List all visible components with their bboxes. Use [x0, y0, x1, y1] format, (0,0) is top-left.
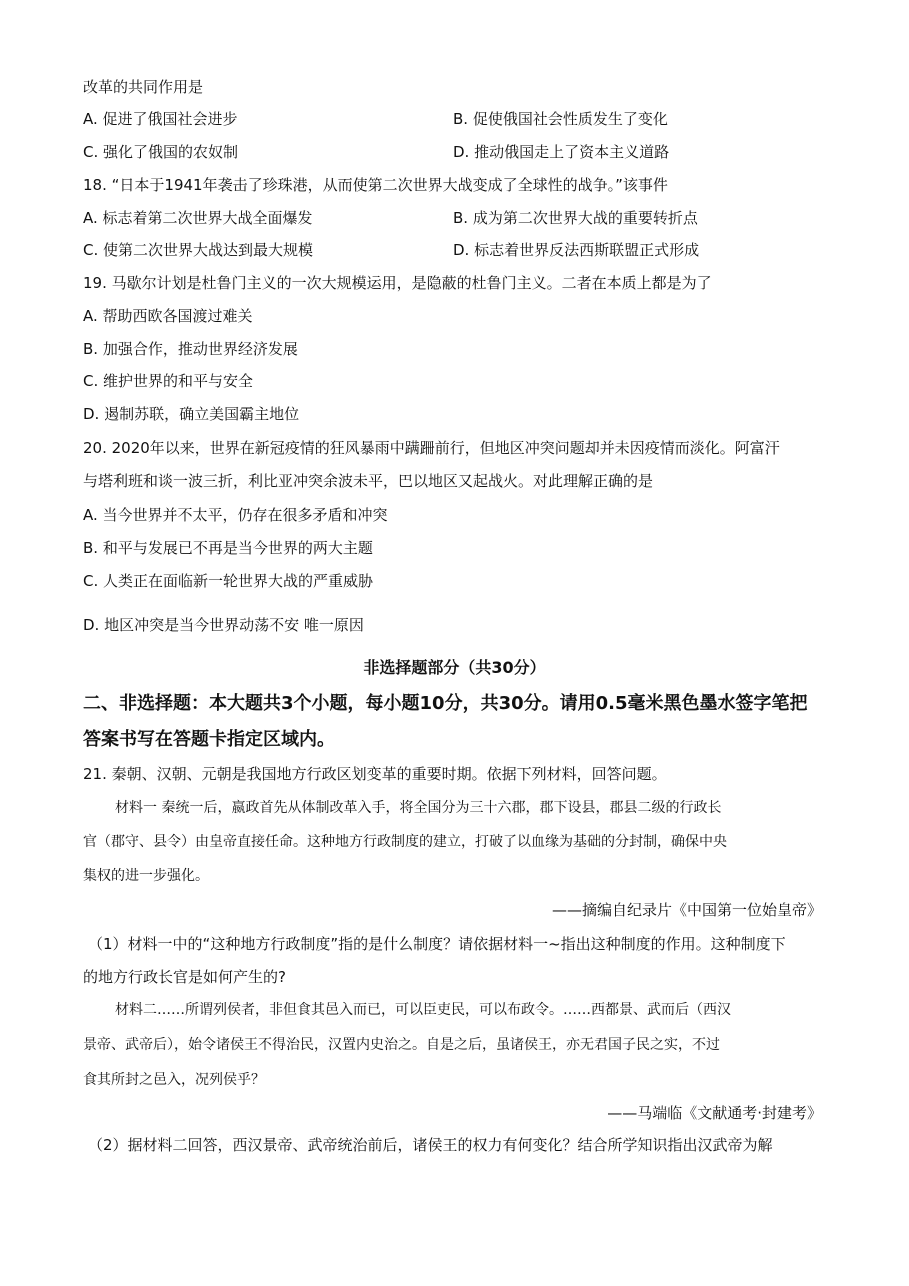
q17-option-b: B. 促使俄国社会性质发生了变化	[453, 110, 668, 128]
q21-source2: ——马端临《文献通考·封建考》	[607, 1104, 822, 1122]
q18-option-c: C. 使第二次世界大战达到最大规模	[83, 241, 314, 259]
q21-material2-line1: 材料二……所谓列侯者，非但食其邑入而已，可以臣吏民，可以布政令。……西都景、武而后（西汉	[115, 1002, 731, 1018]
q20-stem-line2: 与塔利班和谈一波三折，利比亚冲突余波未平，巴以地区又起战火。对此理解正确的是	[83, 472, 654, 490]
q20-option-d: D. 地区冲突是当今世界动荡不安 唯一原因	[83, 616, 364, 634]
q19-option-d: D. 遏制苏联，确立美国霸主地位	[83, 405, 300, 423]
q17-option-a: A. 促进了俄国社会进步	[83, 110, 238, 128]
section-title: 非选择题部分（共30分）	[363, 658, 546, 677]
q18-option-d: D. 标志着世界反法西斯联盟正式形成	[453, 241, 700, 259]
q19-stem: 19. 马歇尔计划是杜鲁门主义的一次大规模运用，是隐蔽的杜鲁门主义。二者在本质上都是为了	[83, 274, 712, 292]
q21-material1-line2: 官（郡守、县令）由皇帝直接任命。这种地方行政制度的建立，打破了以血缘为基础的分封制，确保中央	[83, 834, 727, 850]
q20-option-c: C. 人类正在面临新一轮世界大战的严重威胁	[83, 572, 374, 590]
q17-option-c: C. 强化了俄国的农奴制	[83, 143, 239, 161]
q21-material2-line3: 食其所封之邑入，况列侯乎？	[83, 1072, 265, 1088]
q21-material2-line2: 景帝、武帝后），始令诸侯王不得治民，汉置内史治之。自是之后，虽诸侯王，亦无君国子民之实，不过	[83, 1037, 720, 1053]
q20-option-b: B. 和平与发展已不再是当今世界的两大主题	[83, 539, 373, 557]
q21-material1-line3: 集权的进一步强化。	[83, 868, 209, 884]
section-instruction-line2: 答案书写在答题卡指定区域内。	[83, 729, 335, 750]
q21-sub2: （2）据材料二回答，西汉景帝、武帝统治前后，诸侯王的权力有何变化？结合所学知识指出汉武帝为解	[88, 1136, 773, 1154]
section-instruction-line1: 二、非选择题：本大题共3个小题，每小题10分，共30分。请用0.5毫米黑色墨水签字笔把	[83, 693, 808, 714]
q20-stem-line1: 20. 2020年以来，世界在新冠疫情的狂风暴雨中蹒跚前行，但地区冲突问题却并未因疫情而淡化。阿富汗	[83, 439, 780, 457]
q19-option-b: B. 加强合作，推动世界经济发展	[83, 340, 298, 358]
q18-stem: 18. “日本于1941年袭击了珍珠港，从而使第二次世界大战变成了全球性的战争。”该事件	[83, 176, 668, 194]
q20-option-a: A. 当今世界并不太平，仍存在很多矛盾和冲突	[83, 506, 388, 524]
q21-material1-line1: 材料一 秦统一后，嬴政首先从体制改革入手，将全国分为三十六郡，郡下设县，郡县二级的行政长	[115, 800, 722, 816]
q21-source1: ——摘编自纪录片《中国第一位始皇帝》	[551, 901, 822, 919]
q21-stem: 21. 秦朝、汉朝、元朝是我国地方行政区划变革的重要时期。依据下列材料，回答问题。	[83, 765, 667, 783]
q18-option-a: A. 标志着第二次世界大战全面爆发	[83, 209, 313, 227]
q19-option-a: A. 帮助西欧各国渡过难关	[83, 307, 253, 325]
q18-option-b: B. 成为第二次世界大战的重要转折点	[453, 209, 698, 227]
q21-sub1-line2: 的地方行政长官是如何产生的?	[83, 968, 286, 986]
q17-stem-end: 改革的共同作用是	[83, 78, 204, 96]
q17-option-d: D. 推动俄国走上了资本主义道路	[453, 143, 670, 161]
q21-sub1-line1: （1）材料一中的“这种地方行政制度”指的是什么制度？请依据材料一~指出这种制度的作用。这种制度下	[88, 935, 786, 953]
q19-option-c: C. 维护世界的和平与安全	[83, 372, 254, 390]
